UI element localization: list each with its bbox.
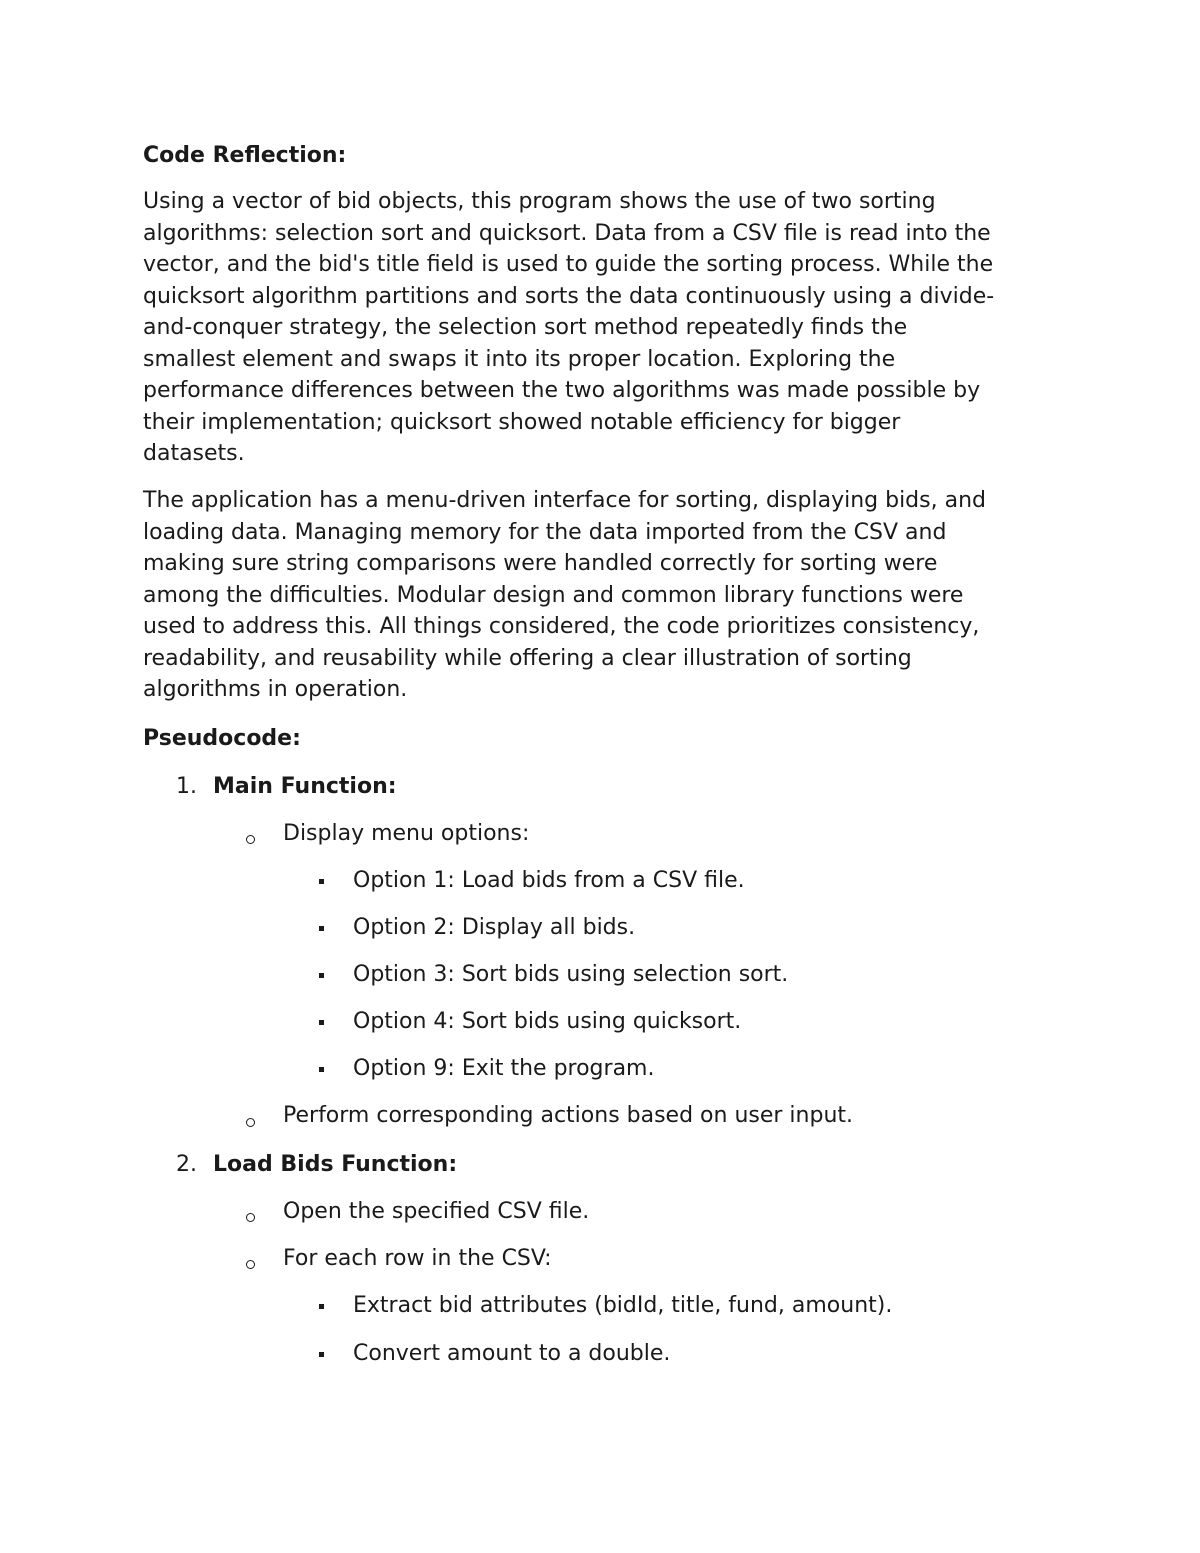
text-line: and-conquer strategy, the selection sort method repeatedly finds the: [143, 315, 908, 340]
text-line: performance differences between the two algorithms was made possible by: [143, 378, 981, 403]
circle-bullet-icon: [246, 1213, 255, 1222]
text-line: their implementation; quicksort showed notable efficiency for bigger: [143, 409, 901, 435]
section-number: 1.: [176, 774, 197, 799]
text-line: quicksort algorithm partitions and sorts the data continuously using a divide-: [143, 283, 995, 309]
sub-list-item: Option 9: Exit the program.: [353, 1056, 655, 1081]
sub-list-item: Extract bid attributes (bidId, title, fund, amount).: [353, 1293, 893, 1318]
text-line: making sure string comparisons were handled correctly for sorting were: [143, 551, 938, 576]
code-reflection-heading: Code Reflection:: [143, 143, 347, 168]
sub-list-item: Convert amount to a double.: [353, 1341, 671, 1366]
circle-bullet-icon: [246, 1260, 255, 1269]
square-bullet-icon: [319, 1020, 324, 1025]
square-bullet-icon: [319, 879, 324, 884]
square-bullet-icon: [319, 1304, 324, 1309]
list-item: For each row in the CSV:: [283, 1246, 552, 1271]
text-line: algorithms: selection sort and quicksort. Data from a CSV file is read into the: [143, 220, 991, 246]
sub-list-item: Option 2: Display all bids.: [353, 915, 636, 940]
square-bullet-icon: [319, 973, 324, 978]
text-line: readability, and reusability while offering a clear illustration of sorting: [143, 645, 912, 671]
list-item: Open the specified CSV file.: [283, 1199, 590, 1224]
pseudocode-heading: Pseudocode:: [143, 726, 301, 751]
circle-bullet-icon: [246, 835, 255, 844]
sub-list-item: Option 4: Sort bids using quicksort.: [353, 1009, 742, 1034]
text-line: datasets.: [143, 441, 245, 466]
square-bullet-icon: [319, 1067, 324, 1072]
square-bullet-icon: [319, 926, 324, 931]
text-line: among the difficulties. Modular design and common library functions were: [143, 582, 964, 608]
text-line: algorithms in operation.: [143, 677, 408, 702]
circle-bullet-icon: [246, 1118, 255, 1127]
section-title-main-function: Main Function:: [213, 774, 397, 799]
text-line: used to address this. All things considered, the code prioritizes consistency,: [143, 614, 980, 639]
reflection-paragraph-1: [143, 186, 1063, 470]
text-line: smallest element and swaps it into its proper location. Exploring the: [143, 346, 896, 372]
list-item: Perform corresponding actions based on user input.: [283, 1103, 854, 1128]
text-line: vector, and the bid's title field is used to guide the sorting process. While the: [143, 252, 994, 277]
text-line: loading data. Managing memory for the data imported from the CSV and: [143, 519, 947, 545]
text-line: Using a vector of bid objects, this program shows the use of two sorting: [143, 189, 936, 214]
section-title-load-bids-function: Load Bids Function:: [213, 1152, 458, 1177]
section-number: 2.: [176, 1152, 197, 1177]
list-item: Display menu options:: [283, 821, 530, 846]
sub-list-item: Option 1: Load bids from a CSV file.: [353, 868, 745, 893]
square-bullet-icon: [319, 1352, 324, 1357]
sub-list-item: Option 3: Sort bids using selection sort.: [353, 962, 789, 987]
reflection-paragraph-2: [143, 485, 1063, 706]
text-line: The application has a menu-driven interface for sorting, displaying bids, and: [143, 488, 986, 513]
